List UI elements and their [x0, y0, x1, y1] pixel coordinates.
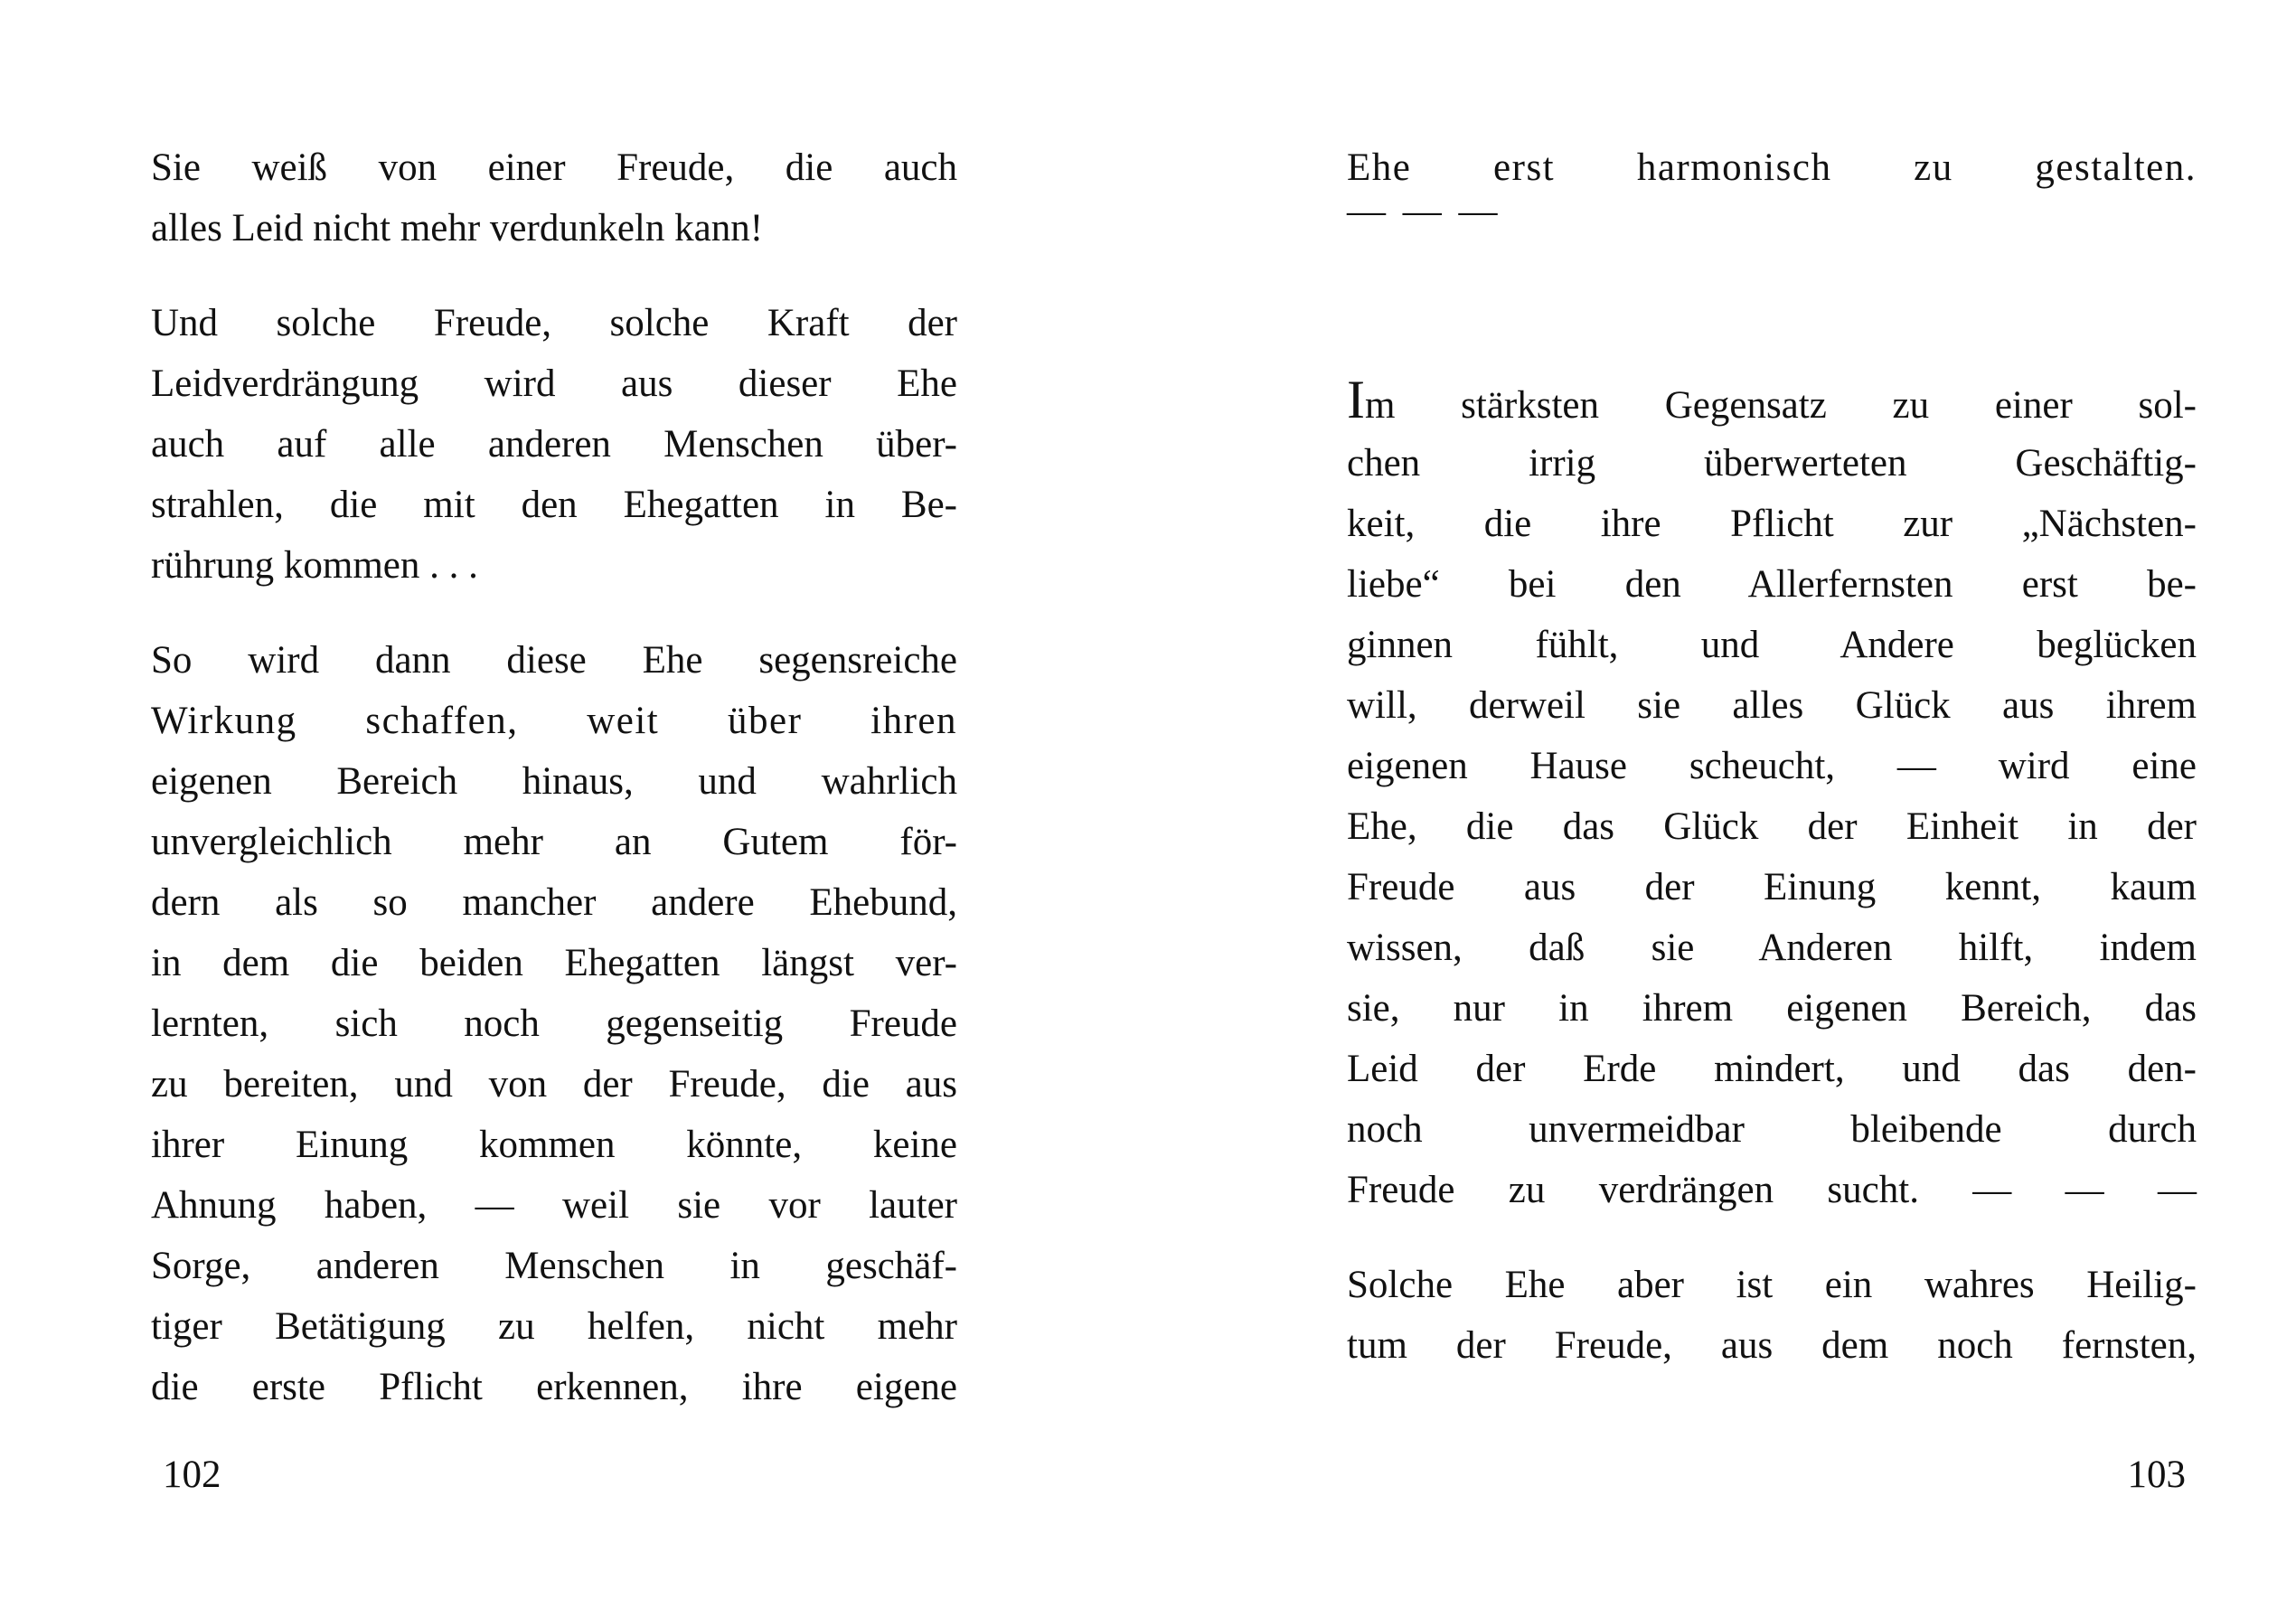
left-page-text	[151, 137, 957, 1417]
paragraph-2	[151, 293, 957, 596]
text-line: auch auf alle anderen Menschen über-	[151, 423, 957, 466]
text-line: Sie weiß von einer Freude, die auch	[151, 146, 957, 189]
text-line: Und solche Freude, solche Kraft der	[151, 302, 957, 344]
text-line: Freude aus der Einung kennt, kaum	[1347, 866, 2197, 908]
text-line: chen irrig überwerteten Geschäftig-	[1347, 442, 2197, 485]
text-line: liebe“ bei den Allerfernsten erst be-	[1347, 563, 2197, 606]
text-line: So wird dann diese Ehe segensreiche	[151, 639, 957, 682]
text-line: Solche Ehe aber ist ein wahres Heilig-	[1347, 1264, 2197, 1306]
right-page-text	[1347, 137, 2197, 1376]
drop-cap: I	[1347, 370, 1365, 429]
paragraph-1	[151, 137, 957, 259]
text-line: noch unvermeidbar bleibende durch	[1347, 1108, 2197, 1151]
text-line: dern als so mancher andere Ehebund,	[151, 881, 957, 924]
text-line: Leidverdrängung wird aus dieser Ehe	[151, 362, 957, 405]
text-line: Sorge, anderen Menschen in geschäf-	[151, 1245, 957, 1287]
text-line: ginnen fühlt, und Andere beglücken	[1347, 624, 2197, 666]
continuation-line: Ehe erst harmonisch zu gestalten.	[1347, 146, 2197, 189]
text-line: zu bereiten, und von der Freude, die aus	[151, 1063, 957, 1106]
text-line: ihrer Einung kommen könnte, keine	[151, 1124, 957, 1166]
paragraph-2	[1347, 1255, 2197, 1376]
text-line: tiger Betätigung zu helfen, nicht mehr	[151, 1305, 957, 1348]
text-line: sie, nur in ihrem eigenen Bereich, das	[1347, 987, 2197, 1030]
text-line: Ehe, die das Glück der Einheit in der	[1347, 805, 2197, 848]
text-line: Leid der Erde mindert, und das den-	[1347, 1048, 2197, 1090]
right-page	[1148, 0, 2296, 1609]
text-line: strahlen, die mit den Ehegatten in Be-	[151, 484, 957, 526]
paragraph-3	[151, 630, 957, 1417]
text-line: will, derweil sie alles Glück aus ihrem	[1347, 684, 2197, 727]
page-number: 103	[2127, 1454, 2186, 1496]
text-line-first	[1347, 372, 2197, 433]
text-line: Freude zu verdrängen sucht. — — —	[1347, 1169, 2197, 1211]
text-line: Wirkung schaffen, weit über ihren	[151, 700, 957, 742]
text-line-rest: m stärksten Gegensatz zu einer sol-	[1364, 384, 2197, 427]
text-line: unvergleichlich mehr an Gutem för-	[151, 821, 957, 863]
text-line: rührung kommen . . .	[151, 544, 478, 587]
text-line: eigenen Hause scheucht, — wird eine	[1347, 745, 2197, 787]
text-line: alles Leid nicht mehr verdunkeln kann!	[151, 207, 764, 249]
section-separator: — — —	[1347, 190, 1501, 232]
text-line: tum der Freude, aus dem noch fernsten,	[1347, 1324, 2197, 1367]
text-line: lernten, sich noch gegenseitig Freude	[151, 1002, 957, 1045]
text-line: Ahnung haben, — weil sie vor lauter	[151, 1184, 957, 1227]
text-line: in dem die beiden Ehegatten längst ver-	[151, 942, 957, 984]
text-line: eigenen Bereich hinaus, und wahrlich	[151, 760, 957, 803]
text-line: keit, die ihre Pflicht zur „Nächsten-	[1347, 503, 2197, 545]
page-number: 102	[163, 1454, 221, 1496]
text-line: die erste Pflicht erkennen, ihre eigene	[151, 1366, 957, 1408]
text-line: wissen, daß sie Anderen hilft, indem	[1347, 927, 2197, 969]
paragraph-1	[1347, 372, 2197, 1220]
